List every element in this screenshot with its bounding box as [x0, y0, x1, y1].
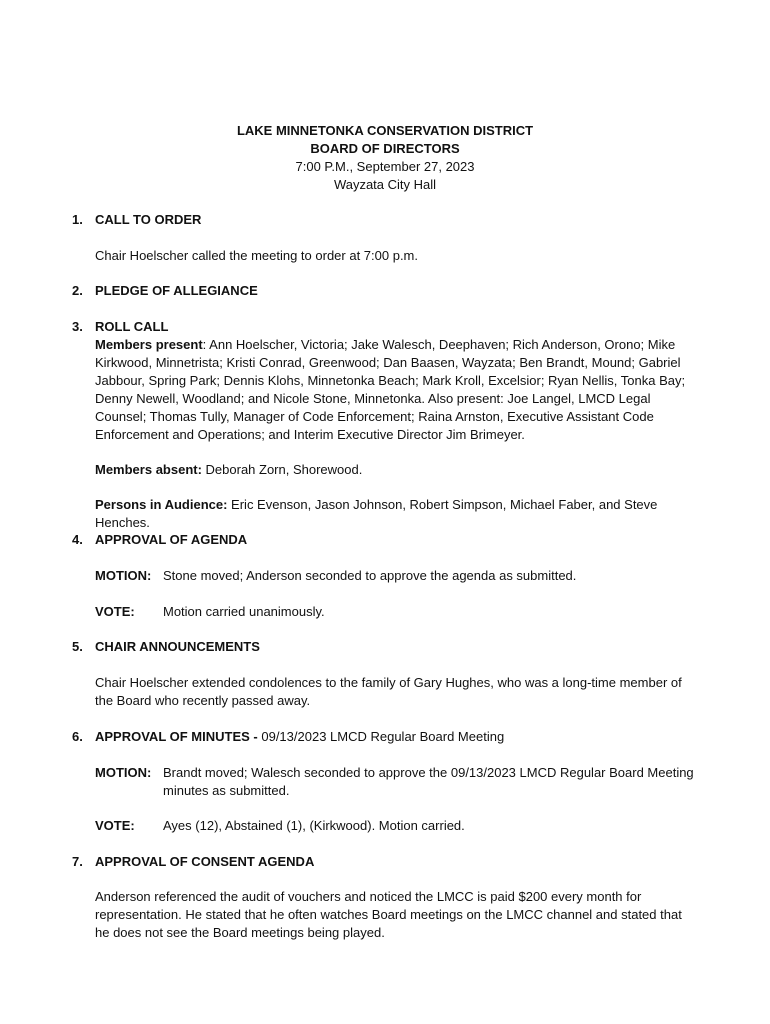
section-title: CHAIR ANNOUNCEMENTS	[95, 639, 260, 654]
chair-announcements-text: Chair Hoelscher extended condolences to the family of Gary Hughes, who was a long-time member of the Board who recently passed away.	[95, 675, 682, 708]
minutes-vote	[95, 817, 695, 835]
vote-label: VOTE:	[95, 604, 135, 619]
members-present-text: : Ann Hoelscher, Victoria; Jake Walesch, Deephaven; Rich Anderson, Orono; Mike Kirkwood, Minnetrista; Kristi Conrad, Greenwood; Dan Baasen, Wayzata; Ben Brandt, Mound; Gabriel Jabbour, Spring Park; Dennis Klohs, Minnetonka Beach; Mark Kroll, Excelsior; Ryan Nellis, Tonka Bay; Denny Newell, Woodland; and Nicole Stone, Minnetonka. Also present: Joe Langel, LMCD Legal Counsel; Thomas Tully, Manager of Code Enforcement; Raina Arnston, Executive Assistant Code Enforcement and Operations; and Interim Executive Director Jim Brimeyer.	[95, 337, 686, 442]
board-name: BOARD OF DIRECTORS	[310, 141, 460, 156]
section-roll-call	[72, 318, 692, 336]
section-title: APPROVAL OF MINUTES -	[95, 729, 262, 744]
section-title: CALL TO ORDER	[95, 212, 202, 227]
section-chair-announcements	[72, 638, 692, 656]
agenda-vote	[95, 603, 695, 621]
section-number: 1.	[72, 212, 83, 227]
members-absent-label: Members absent:	[95, 462, 202, 477]
agenda-motion	[95, 567, 695, 585]
members-present-label: Members present	[95, 337, 203, 352]
meeting-datetime: 7:00 P.M., September 27, 2023	[295, 159, 475, 174]
section-title: APPROVAL OF AGENDA	[95, 532, 248, 547]
section-call-to-order	[72, 211, 692, 229]
section-title: ROLL CALL	[95, 319, 169, 334]
section-consent-agenda	[72, 853, 692, 871]
vote-label: VOTE:	[95, 818, 135, 833]
motion-text: Stone moved; Anderson seconded to approve the agenda as submitted.	[163, 568, 577, 583]
meeting-location: Wayzata City Hall	[333, 177, 437, 192]
members-absent-text: Deborah Zorn, Shorewood.	[201, 462, 363, 477]
section-title: PLEDGE OF ALLEGIANCE	[95, 283, 258, 298]
vote-text: Ayes (12), Abstained (1), (Kirkwood). Motion carried.	[163, 818, 465, 833]
section-approval-of-minutes	[72, 728, 692, 746]
section-number: 3.	[72, 319, 83, 334]
audience-text: Eric Evenson, Jason Johnson, Robert Simpson, Michael Faber, and Steve Henches.	[95, 497, 658, 530]
motion-label: MOTION:	[95, 568, 152, 583]
motion-text: Brandt moved; Walesch seconded to approve the 09/13/2023 LMCD Regular Board Meeting minutes as submitted.	[163, 765, 694, 798]
section-pledge	[72, 282, 692, 300]
section-number: 7.	[72, 854, 83, 869]
section-title: APPROVAL OF CONSENT AGENDA	[95, 854, 315, 869]
section-subtitle: 09/13/2023 LMCD Regular Board Meeting	[261, 729, 505, 744]
minutes-motion	[95, 764, 695, 800]
call-to-order-text: Chair Hoelscher called the meeting to order at 7:00 p.m.	[95, 248, 419, 263]
audience-label: Persons in Audience:	[95, 497, 228, 512]
members-absent	[95, 461, 695, 479]
section-number: 6.	[72, 729, 83, 744]
motion-label: MOTION:	[95, 765, 152, 780]
section-approval-of-agenda	[72, 531, 692, 549]
section-number: 4.	[72, 532, 83, 547]
section-number: 5.	[72, 639, 83, 654]
persons-in-audience	[95, 496, 695, 532]
org-name: LAKE MINNETONKA CONSERVATION DISTRICT	[236, 123, 534, 138]
members-present	[95, 336, 695, 444]
document-header	[0, 122, 770, 194]
vote-text: Motion carried unanimously.	[163, 604, 325, 619]
section-number: 2.	[72, 283, 83, 298]
consent-agenda-text: Anderson referenced the audit of vouchers and noticed the LMCC is paid $200 every month for representation. He stated that he often watches Board meetings on the LMCC channel and stated that he does not see the Board meetings being played.	[95, 889, 682, 940]
